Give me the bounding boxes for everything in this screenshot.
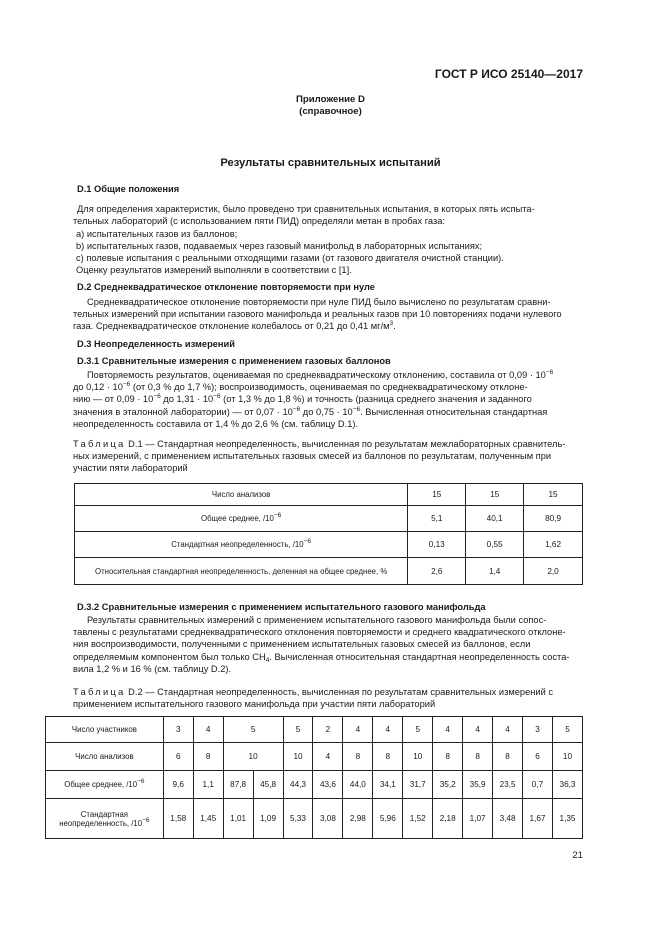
section-d2-heading: D.2 Среднеквадратическое отклонение повторяемости при нуле (77, 282, 375, 292)
table-d2-caption: Таблица D.2 — Стандартная неопределенность, вычисленная по результатам сравнительных измерений с применением испытательного газового манифольда при участии пяти лабораторий (73, 687, 554, 710)
section-d31-heading: D.3.1 Сравнительные измерения с применением газовых баллонов (77, 356, 391, 366)
annex-subtitle: (справочное) (299, 106, 362, 117)
main-title: Результаты сравнительных испытаний (220, 157, 441, 169)
table-row: Число участников 3 4 5 5 2 4 4 5 4 4 4 3 5 (46, 717, 583, 743)
table-d2 (45, 716, 583, 839)
list-item: b) испытательных газов, подаваемых через газовый манифольд в лабораторных испытаниях; (76, 241, 483, 251)
section-d32-heading: D.3.2 Сравнительные измерения с применением испытательного газового манифольда (77, 602, 486, 612)
section-d1-heading: D.1 Общие положения (77, 184, 180, 194)
annex-title: Приложение D (296, 94, 365, 105)
table-row: Стандартная неопределенность, $/10^{-6}$ 1,58 1,45 1,01 1,09 5,33 3,08 2,98 5,96 1,52 2,18 1,07 3,48 1,67 1,35 (46, 799, 583, 839)
list-item: а) испытательных газов из баллонов; (76, 229, 238, 239)
table-row: Число анализов 15 15 15 (75, 484, 583, 506)
section-d3-heading: D.3 Неопределенность измерений (77, 339, 235, 349)
section-d1-closing: Оценку результатов измерений выполняли в соответствии с [1]. (76, 265, 352, 275)
table-row: Число анализов 6 8 10 10 4 8 8 10 8 8 8 6 10 (46, 743, 583, 771)
section-d31-text: Повторяемость результатов, оцениваемая по среднеквадратическому отклонению, составила от $0,09 \cdot 10^{-6}$ до $0,12 \cdot 10^{-6}$ (от 0,3 % до 1,7 %); воспроизводимость, оцениваемая по среднеквадратическому отклоне- нию — от $0,09 \cdot 10^{-6}$ до $1,31 \cdot 10^{-6}$ (от 1,3 % до 1,8 %) и точность (разница среднего значения и заданного значения в эталонной лаборатории) — от $0,07 \cdot 10^{-6}$ до $0,75 \cdot 10^{-6}$. Вычисленная относительная стандартная неопределенность составила от 1,4 % до 2,6 % (см. таблицу D.1). (73, 369, 554, 429)
table-row: Стандартная неопределенность, $/10^{-6}$ 0,13 0,55 1,62 (75, 532, 583, 558)
table-d1 (74, 483, 583, 585)
section-d2-text: Среднеквадратическое отклонение повторяемости при нуле ПИД было вычислено по результатам сравни- тельных измерений при испытании газового манифольда и реальных газов при 10 повторениях подачи нулевого газа. Среднеквадратическое отклонение колебалось от 0,21 до 0,41 $мг/м^3$. (73, 297, 562, 332)
standard-designation: ГОСТ Р ИСО 25140—2017 (434, 67, 583, 81)
table-row: Общее среднее, $/10^{-6}$ 5,1 40,1 80,9 (75, 506, 583, 532)
section-d32-text: Результаты сравнительных измерений с применением испытательного газового манифольда были сопос- тавлены с результатами среднеквадратического отклонения повторяемости и среднего квадратического отклоне- ния воспроизводимости, полученными с применением испытательных газовых смесей из баллонов, если определяемым компонентом был только $CH_4$. Вычисленная относительная стандартная неопределенность соста- вила 1,2 % и 16 % (см. таблицу D.2). (73, 615, 570, 674)
table-row: Общее среднее, $/10^{-6}$ 9,6 1,1 87,8 45,8 44,3 43,6 44,0 34,1 31,7 35,2 35,9 23,5 0,7 36,3 (46, 771, 583, 799)
list-item: c) полевые испытания с реальными отходящими газами (от газового двигателя очистной станции). (76, 253, 504, 263)
section-d1-intro: Для определения характеристик, было проведено три сравнительных испытания, в которых пять испыта- тельных лабораторий (с использованием пяти ПИД) определяли метан в пробах газа: (73, 204, 535, 227)
page-number: 21 (572, 850, 583, 861)
table-row: Относительная стандартная неопределенность, деленная на общее среднее, % 2,6 1,4 2,0 (75, 558, 583, 585)
table-d1-caption: Таблица D.1 — Стандартная неопределенность, вычисленная по результатам межлабораторных сравнитель- ных измерений, с применением испытательных газовых смесей из баллонов по результатам, полученным при участии пяти лабораторий (73, 439, 566, 474)
